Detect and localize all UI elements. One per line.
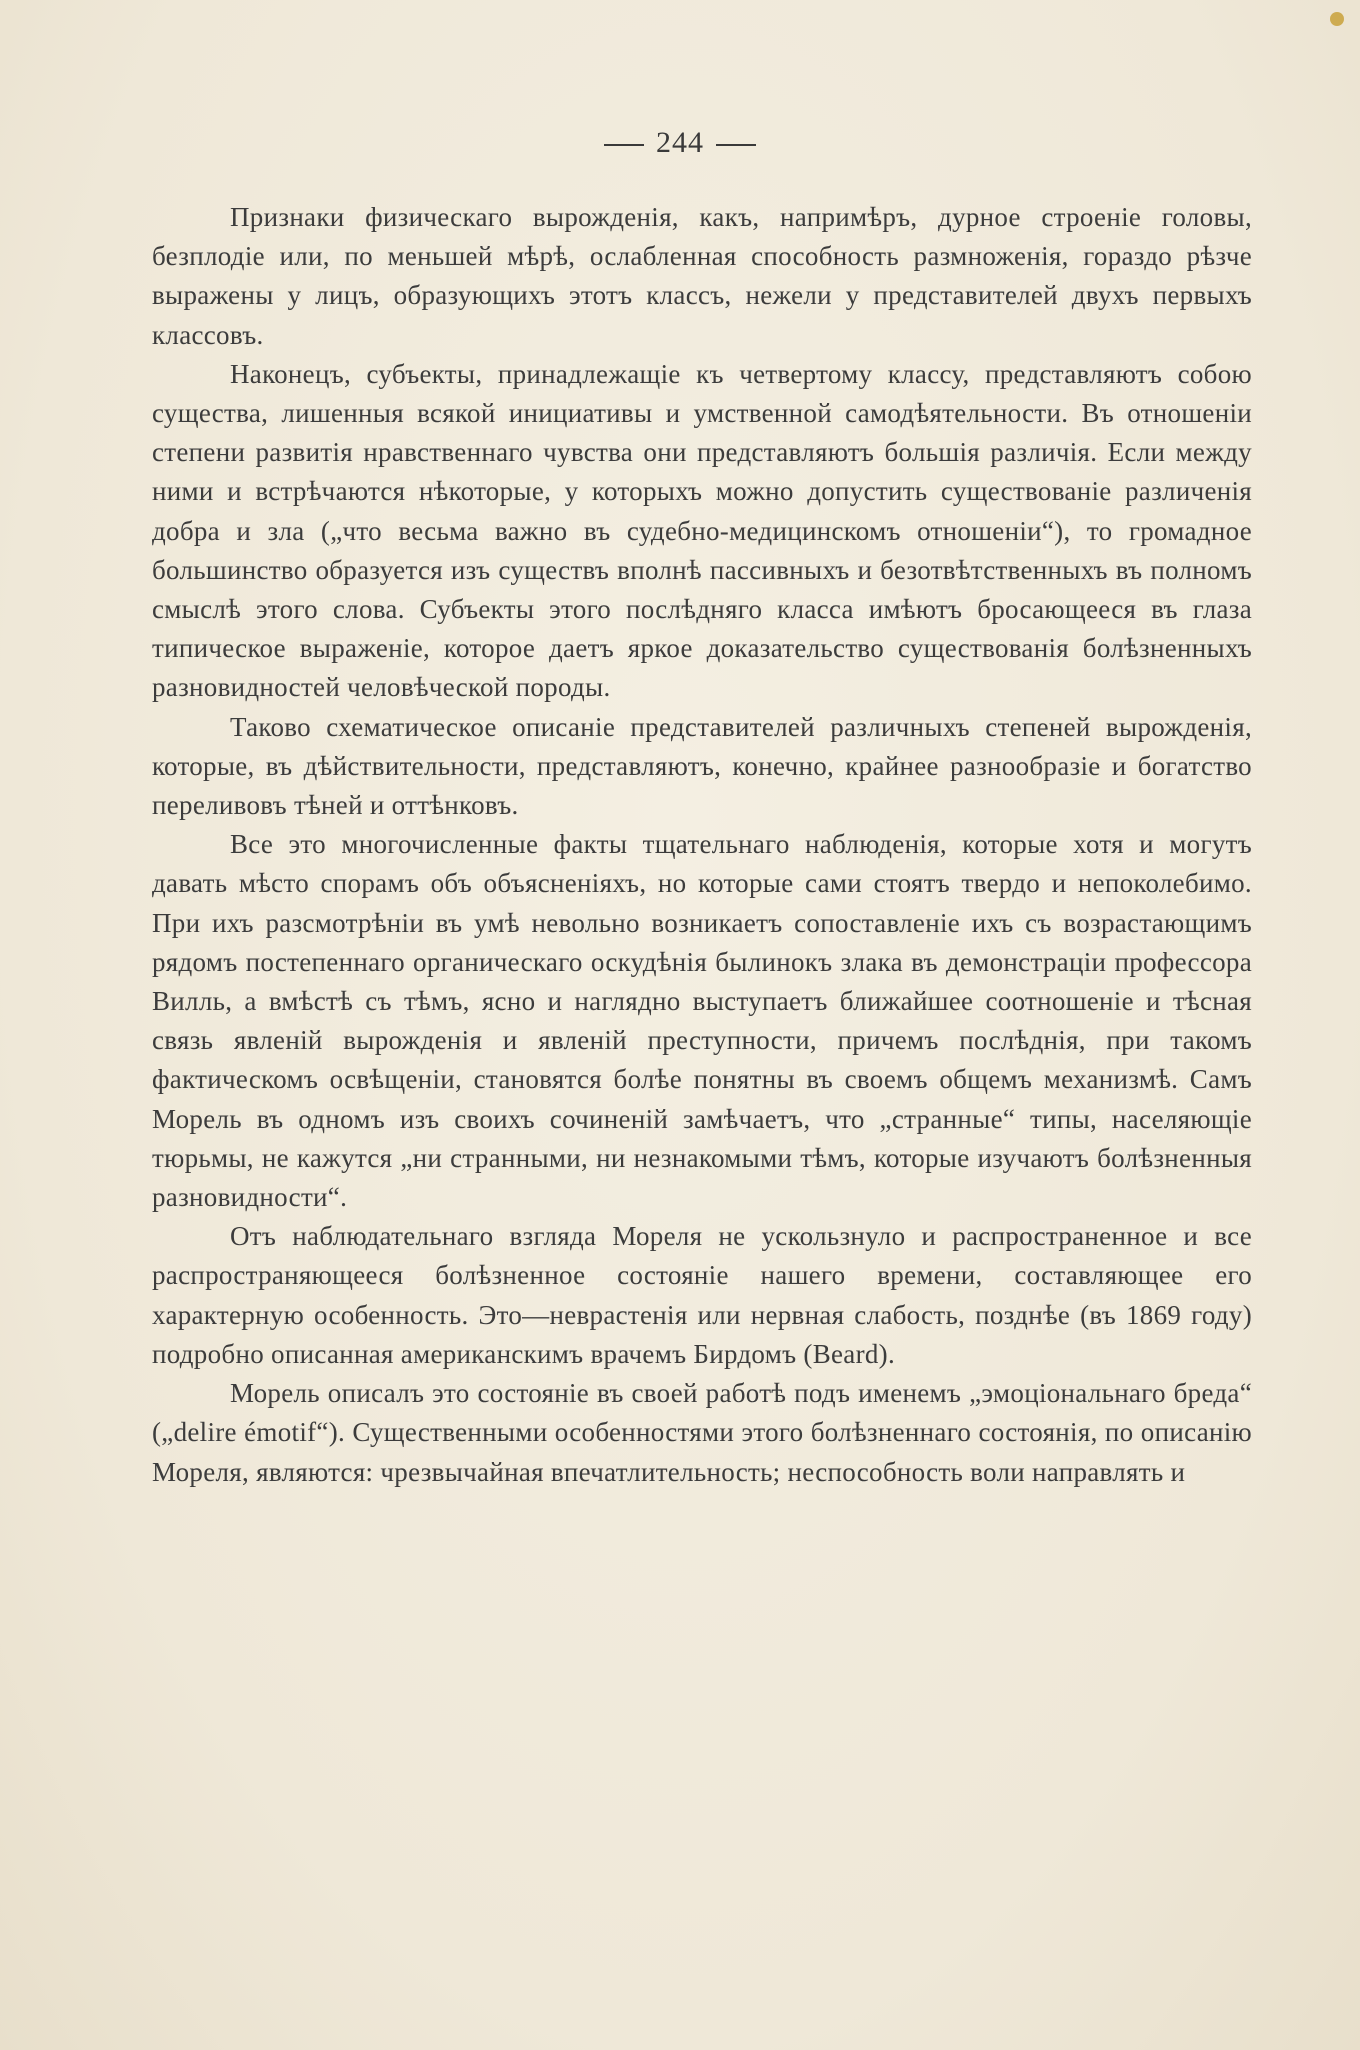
dash-right [716, 144, 756, 146]
foxing-spot [1330, 12, 1344, 26]
paragraph-5: Отъ наблюдательнаго взгляда Мореля не ускользнуло и распространенное и все распространяющееся болѣзненное состояніе нашего времени, составляющее его характерную особенность. Это—неврастенія или нервная слабость, позднѣе (въ 1869 году) подробно описанная американскимъ врачемъ Бирдомъ (Beard). [152, 1221, 1252, 1369]
paragraph-2: Наконецъ, субъекты, принадлежащіе къ четвертому классу, представляютъ собою существа, лишенныя всякой инициативы и умственной самодѣятельности. Въ отношеніи степени развитія нравственнаго чувства они представляютъ большія различія. Если между ними и встрѣчаются нѣкоторые, у которыхъ можно допустить существованіе различенія добра и зла („что весьма важно въ судебно-медицинскомъ отношеніи“), то громадное большинство образуется изъ существъ вполнѣ пассивныхъ и безотвѣтственныхъ въ полномъ смыслѣ этого слова. Субъекты этого послѣдняго класса имѣютъ бросающееся въ глаза типическое выраженіе, которое даетъ яркое доказательство существованія болѣзненныхъ разновидностей человѣческой породы. [152, 358, 1252, 703]
page-number-value: 244 [656, 126, 704, 159]
paragraph-4: Все это многочисленные факты тщательнаго наблюденія, которые хотя и могутъ давать мѣсто спорамъ объ объясненіяхъ, но которые сами стоятъ твердо и непоколебимо. При ихъ разсмотрѣніи въ умѣ невольно возникаетъ сопоставленіе ихъ съ возрастающимъ рядомъ постепеннаго органическаго оскудѣнія былинокъ злака въ демонстраціи профессора Вилль, а вмѣстѣ съ тѣмъ, ясно и наглядно выступаетъ ближайшее соотношеніе и тѣсная связь явленій вырожденія и явленій преступности, причемъ послѣднія, при такомъ фактическомъ освѣщеніи, становятся болѣе понятны въ своемъ общемъ механизмѣ. Самъ Морель въ одномъ изъ своихъ сочиненій замѣчаетъ, что „странные“ типы, населяющіе тюрьмы, не кажутся „ни странными, ни незнакомыми тѣмъ, которые изучаютъ болѣзненныя разновидности“. [152, 829, 1252, 1213]
page-number [0, 126, 1360, 160]
paragraph-1: Признаки физическаго вырожденія, какъ, напримѣръ, дурное строеніе головы, безплодіе или, по меньшей мѣрѣ, ослабленная способность размноженія, гораздо рѣзче выражены у лицъ, образующихъ этотъ классъ, нежели у представителей двухъ первыхъ классовъ. [152, 202, 1252, 350]
body-text [152, 198, 1252, 1492]
dash-left [604, 144, 644, 146]
paragraph-3: Таково схематическое описаніе представителей различныхъ степеней вырожденія, которые, въ дѣйствительности, представляютъ, конечно, крайнее разнообразіе и богатство переливовъ тѣней и оттѣнковъ. [152, 711, 1252, 821]
paragraph-6: Морель описалъ это состояніе въ своей работѣ подъ именемъ „эмоціональнаго бреда“ („delire émotif“). Существенными особенностями этого болѣзненнаго состоянія, по описанію Мореля, являются: чрезвычайная впечатлительность; неспособность воли направлять и [152, 1378, 1252, 1487]
